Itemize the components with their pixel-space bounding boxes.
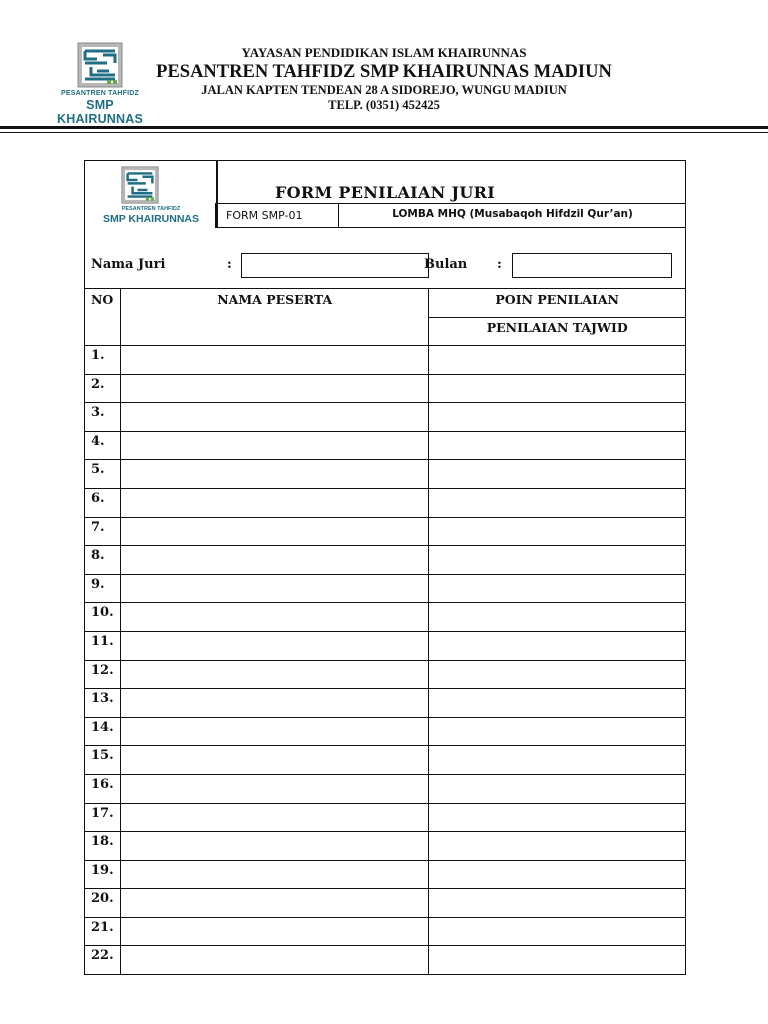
tajwid-score-cell[interactable] — [429, 346, 686, 375]
tajwid-score-cell[interactable] — [429, 832, 686, 861]
tajwid-score-cell[interactable] — [429, 431, 686, 460]
table-row — [85, 460, 686, 489]
school-emblem-icon — [121, 166, 159, 204]
school-address: JALAN KAPTEN TENDEAN 28 A SIDOREJO, WUNGU MADIUN — [201, 83, 567, 97]
participant-name-cell[interactable] — [120, 431, 428, 460]
participant-name-cell[interactable] — [120, 889, 428, 918]
tajwid-score-cell[interactable] — [429, 374, 686, 403]
tajwid-score-cell[interactable] — [429, 689, 686, 718]
participant-name-cell[interactable] — [120, 832, 428, 861]
row-number: 18. — [85, 832, 121, 861]
logo-title: SMP KHAIRUNNAS — [56, 98, 144, 126]
participant-name-cell[interactable] — [120, 860, 428, 889]
row-number: 8. — [85, 546, 121, 575]
school-logo — [48, 42, 152, 126]
table-row — [85, 546, 686, 575]
table-row — [85, 803, 686, 832]
school-phone: TELP. (0351) 452425 — [328, 98, 440, 112]
tajwid-score-cell[interactable] — [429, 460, 686, 489]
school-emblem-icon — [77, 42, 123, 88]
table-row — [85, 746, 686, 775]
row-number: 22. — [85, 946, 121, 975]
table-row — [85, 917, 686, 946]
row-number: 11. — [85, 631, 121, 660]
tajwid-score-cell[interactable] — [429, 574, 686, 603]
table-row — [85, 946, 686, 975]
form-header — [84, 160, 686, 289]
tajwid-score-cell[interactable] — [429, 917, 686, 946]
tajwid-score-cell[interactable] — [429, 603, 686, 632]
row-number: 9. — [85, 574, 121, 603]
table-row — [85, 374, 686, 403]
row-number: 15. — [85, 746, 121, 775]
judge-name-colon: : — [227, 257, 232, 272]
header-points: POIN PENILAIAN — [429, 289, 686, 318]
row-number: 17. — [85, 803, 121, 832]
logo-subtitle: PESANTREN TAHFIDZ — [61, 90, 139, 97]
participant-name-cell[interactable] — [120, 403, 428, 432]
form-code: FORM SMP-01 — [216, 204, 339, 227]
tajwid-score-cell[interactable] — [429, 746, 686, 775]
row-number: 13. — [85, 689, 121, 718]
participant-name-cell[interactable] — [120, 631, 428, 660]
table-row — [85, 717, 686, 746]
form-logo — [85, 161, 216, 227]
participant-name-cell[interactable] — [120, 517, 428, 546]
letterhead-divider-thick — [0, 126, 768, 129]
row-number: 4. — [85, 431, 121, 460]
table-row — [85, 660, 686, 689]
row-number: 2. — [85, 374, 121, 403]
month-label: Bulan — [424, 257, 468, 272]
row-number: 1. — [85, 346, 121, 375]
form-logo-title: SMP KHAIRUNNAS — [102, 213, 200, 225]
row-number: 7. — [85, 517, 121, 546]
row-number: 12. — [85, 660, 121, 689]
judge-name-label: Nama Juri — [91, 257, 166, 272]
participant-name-cell[interactable] — [120, 774, 428, 803]
judge-name-field[interactable] — [241, 253, 429, 278]
table-row — [85, 574, 686, 603]
row-number: 19. — [85, 860, 121, 889]
participant-name-cell[interactable] — [120, 574, 428, 603]
row-number: 16. — [85, 774, 121, 803]
tajwid-score-cell[interactable] — [429, 860, 686, 889]
month-colon: : — [497, 257, 502, 272]
tajwid-score-cell[interactable] — [429, 717, 686, 746]
table-row — [85, 689, 686, 718]
letterhead-text — [150, 44, 618, 113]
participant-name-cell[interactable] — [120, 374, 428, 403]
tajwid-score-cell[interactable] — [429, 546, 686, 575]
header-no: NO — [85, 289, 121, 346]
tajwid-score-cell[interactable] — [429, 488, 686, 517]
tajwid-score-cell[interactable] — [429, 774, 686, 803]
row-number: 3. — [85, 403, 121, 432]
participant-name-cell[interactable] — [120, 803, 428, 832]
participant-name-cell[interactable] — [120, 746, 428, 775]
participant-name-cell[interactable] — [120, 689, 428, 718]
tajwid-score-cell[interactable] — [429, 403, 686, 432]
row-number: 14. — [85, 717, 121, 746]
row-number: 5. — [85, 460, 121, 489]
header-participant-name: NAMA PESERTA — [120, 289, 428, 346]
participant-name-cell[interactable] — [120, 488, 428, 517]
row-number: 21. — [85, 917, 121, 946]
scoring-table — [84, 288, 686, 975]
tajwid-score-cell[interactable] — [429, 631, 686, 660]
table-row — [85, 631, 686, 660]
table-row — [85, 889, 686, 918]
tajwid-score-cell[interactable] — [429, 803, 686, 832]
letterhead-divider-thin — [0, 132, 768, 133]
month-field[interactable] — [512, 253, 672, 278]
table-row — [85, 431, 686, 460]
table-row — [85, 603, 686, 632]
participant-name-cell[interactable] — [120, 603, 428, 632]
table-row — [85, 860, 686, 889]
participant-name-cell[interactable] — [120, 946, 428, 975]
foundation-name: YAYASAN PENDIDIKAN ISLAM KHAIRUNNAS — [241, 45, 527, 60]
participant-name-cell[interactable] — [120, 660, 428, 689]
tajwid-score-cell[interactable] — [429, 889, 686, 918]
table-row — [85, 832, 686, 861]
row-number: 20. — [85, 889, 121, 918]
table-row — [85, 403, 686, 432]
table-row — [85, 517, 686, 546]
form-code-row — [215, 203, 686, 228]
table-row — [85, 346, 686, 375]
table-row — [85, 774, 686, 803]
participant-name-cell[interactable] — [120, 546, 428, 575]
tajwid-score-cell[interactable] — [429, 946, 686, 975]
table-row — [85, 488, 686, 517]
participant-name-cell[interactable] — [120, 346, 428, 375]
tajwid-score-cell[interactable] — [429, 660, 686, 689]
competition-name: LOMBA MHQ (Musabaqoh Hifdzil Qur’an) — [392, 208, 633, 220]
form-title: FORM PENILAIAN JURI — [275, 183, 495, 202]
row-number: 6. — [85, 488, 121, 517]
participant-name-cell[interactable] — [120, 917, 428, 946]
school-name: PESANTREN TAHFIDZ SMP KHAIRUNNAS MADIUN — [156, 62, 612, 82]
header-tajwid-score: PENILAIAN TAJWID — [429, 318, 686, 346]
row-number: 10. — [85, 603, 121, 632]
participant-name-cell[interactable] — [120, 460, 428, 489]
tajwid-score-cell[interactable] — [429, 517, 686, 546]
form-logo-subtitle: PESANTREN TAHFIDZ — [121, 206, 181, 212]
participant-name-cell[interactable] — [120, 717, 428, 746]
